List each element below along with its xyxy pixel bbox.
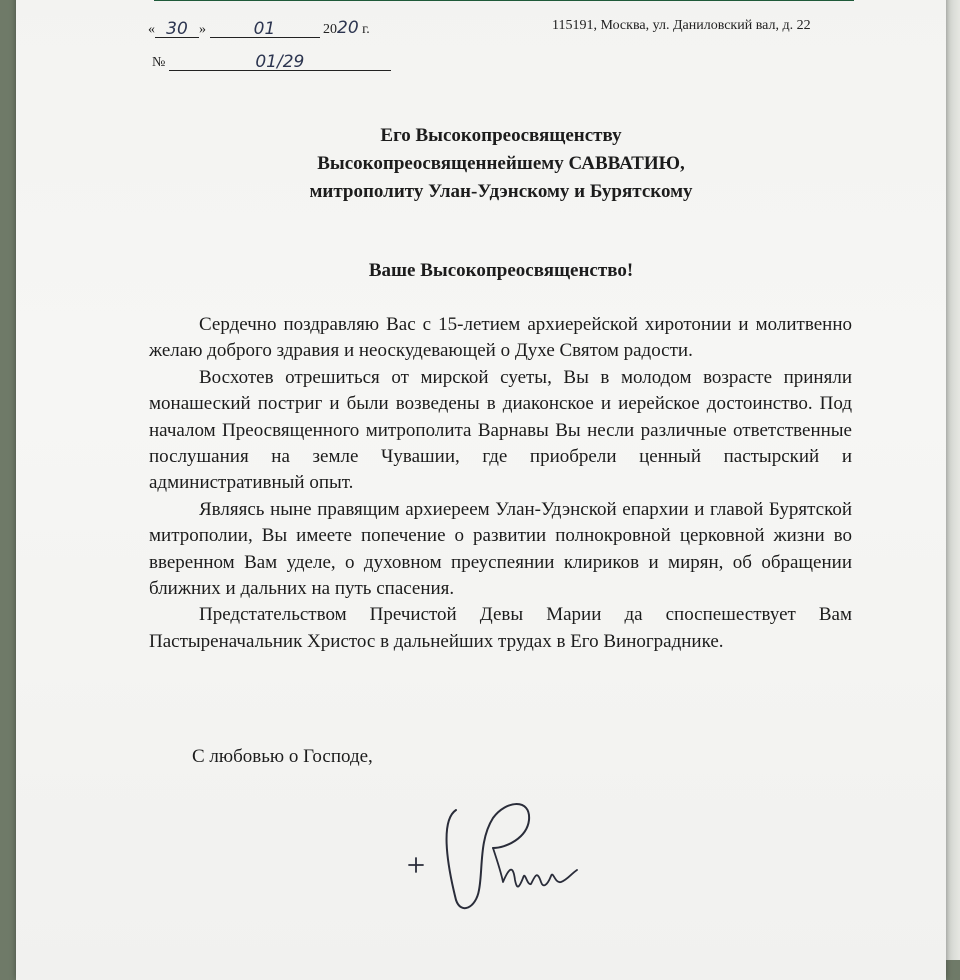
date-field: « 30 » 01 2020 г. [148, 18, 370, 39]
closing-phrase: С любовью о Господе, [192, 746, 373, 767]
date-year-suffix: 20 [337, 18, 359, 38]
paragraph-3: Являясь ныне правящим архиереем Улан-Удэнской епархии и главой Бурятской митрополии, Вы имеете попечение о развитии полнокровной церковной жизни во вверенном Вам уделе, о духовном преуспеянии клириков и мирян, об обращении ближних и дальних на путь спасения. [149, 498, 852, 600]
letter-body [149, 312, 852, 655]
number-label: № [152, 55, 166, 70]
paragraph-4: Предстательством Пречистой Девы Марии да споспешествует Вам Пастыреначальник Христос в дальнейших трудах в Его Винограднике. [149, 604, 852, 652]
sender-address: 115191, Москва, ул. Даниловский вал, д. 22 [552, 18, 811, 33]
addressee-line-3: митрополиту Улан-Удэнскому и Бурятскому [309, 181, 693, 202]
letterhead-rule [154, 0, 854, 1]
paragraph-1: Сердечно поздравляю Вас с 15-летием архиерейской хиротонии и молитвенно желаю доброго здравия и неоскудевающей о Духе Святом радости. [149, 314, 852, 362]
date-year-prefix: 20 [323, 22, 337, 37]
addressee-block [156, 122, 846, 206]
paragraph-2: Восхотев отрешиться от мирской суеты, Вы в молодом возрасте приняли монашеский постриг и были возведены в диаконское и иерейское достоинство. Под началом Преосвященного митрополита Варнавы Вы несли различные ответственные послушания на земле Чувашии, где приобрели ценный пастырский и административный опыт. [149, 366, 852, 494]
number-value: 01/29 [255, 52, 305, 72]
addressee-line-1: Его Высокопреосвященству [380, 125, 622, 146]
date-month: 01 [253, 19, 276, 39]
date-day: 30 [166, 19, 188, 39]
document-number-field [152, 52, 391, 71]
handwritten-signature [401, 790, 601, 920]
letter-page [16, 0, 946, 980]
addressee-line-2: Высокопреосвященнейшему САВВАТИЮ, [317, 153, 685, 174]
year-mark: г. [362, 22, 370, 37]
salutation: Ваше Высокопреосвященство! [368, 260, 634, 281]
